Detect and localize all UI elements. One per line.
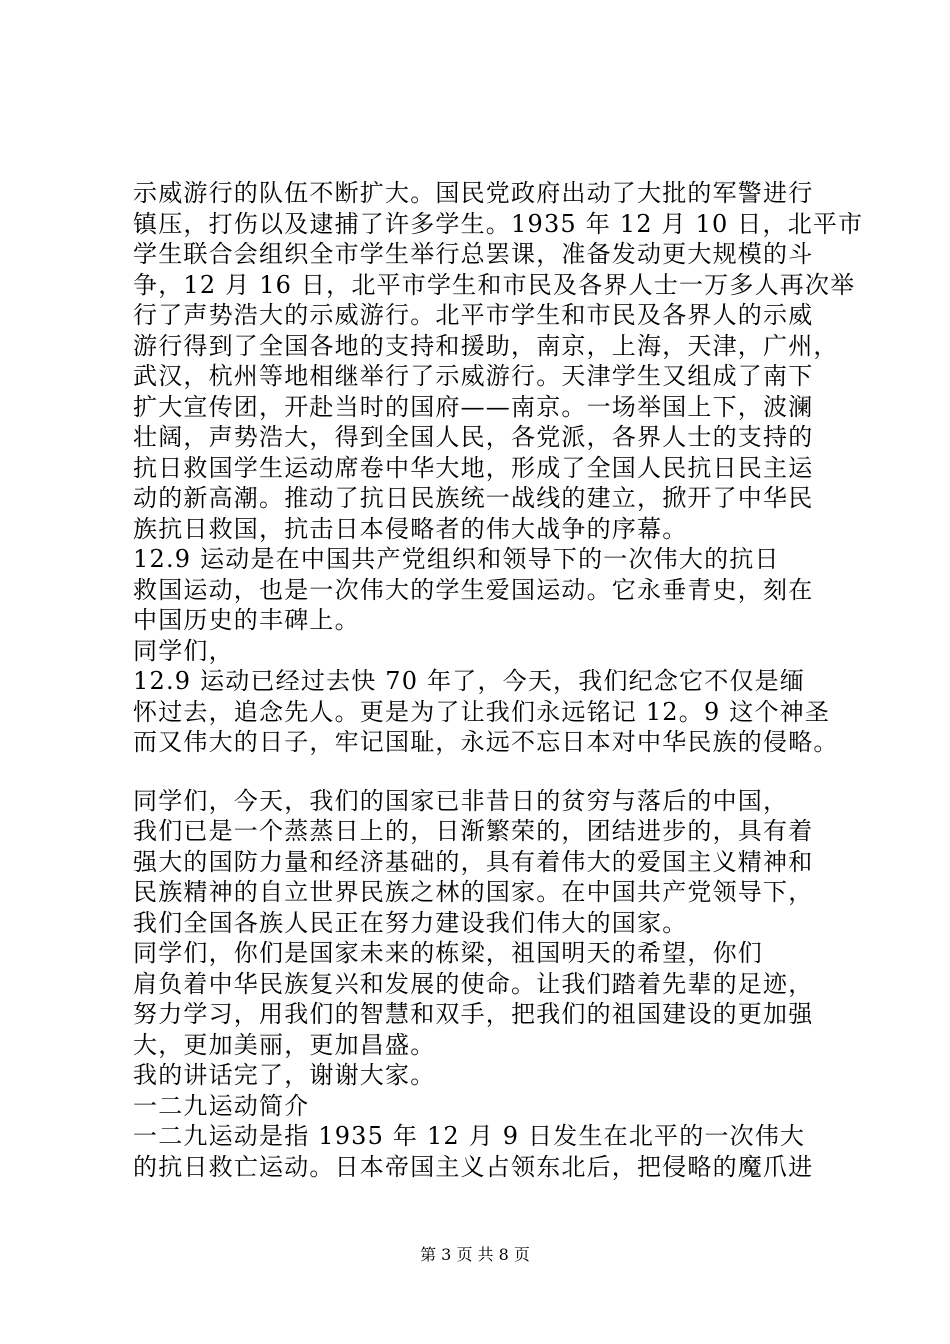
body-line: 12.9 运动是在中国共产党组织和领导下的一次伟大的抗日 [133,545,780,573]
body-line: 抗日救国学生运动席卷中华大地，形成了全国人民抗日民主运 [133,454,814,482]
body-line: 争，12 月 16 日，北平市学生和市民及各界人士一万多人再次举 [133,271,856,299]
body-line: 我们已是一个蒸蒸日上的，日渐繁荣的，团结进步的，具有着 [133,817,814,845]
section-heading: 一二九运动简介 [133,1092,310,1120]
body-line: 中国历史的丰碑上。 [133,606,360,634]
body-line: 怀过去，追念先人。更是为了让我们永远铭记 12。9 这个神圣 [133,698,831,726]
body-line: 族抗日救国，抗击日本侵略者的伟大战争的序幕。 [133,515,688,543]
body-line: 的抗日救亡运动。日本帝国主义占领东北后，把侵略的魔爪进 [133,1153,814,1181]
body-line: 我们全国各族人民正在努力建设我们伟大的国家。 [133,909,688,937]
body-line: 强大的国防力量和经济基础的，具有着伟大的爱国主义精神和 [133,848,814,876]
body-line: 扩大宣传团，开赴当时的国府——南京。一场举国上下，波澜 [133,393,814,421]
body-line: 示威游行的队伍不断扩大。国民党政府出动了大批的军警进行 [133,179,814,207]
body-line: 肩负着中华民族复兴和发展的使命。让我们踏着先辈的足迹， [133,970,814,998]
body-line: 努力学习，用我们的智慧和双手，把我们的祖国建设的更加强 [133,1000,814,1028]
body-line: 镇压，打伤以及逮捕了许多学生。1935 年 12 月 10 日，北平市 [133,210,864,238]
body-line: 而又伟大的日子，牢记国耻，永远不忘日本对中华民族的侵略。 [133,728,839,756]
body-line: 12.9 运动已经过去快 70 年了，今天，我们纪念它不仅是缅 [133,667,806,695]
body-line: 一二九运动是指 1935 年 12 月 9 日发生在北平的一次伟大 [133,1122,806,1150]
body-line: 我的讲话完了，谢谢大家。 [133,1061,436,1089]
body-line: 学生联合会组织全市学生举行总罢课，准备发动更大规模的斗 [133,240,814,268]
body-line: 同学们， [133,637,234,665]
page-footer: 第 3 页 共 8 页 [420,1245,530,1264]
body-line: 动的新高潮。推动了抗日民族统一战线的建立，掀开了中华民 [133,484,814,512]
body-line: 民族精神的自立世界民族之林的国家。在中国共产党领导下， [133,878,814,906]
body-line: 救国运动，也是一次伟大的学生爱国运动。它永垂青史，刻在 [133,576,814,604]
body-line: 大，更加美丽，更加昌盛。 [133,1031,436,1059]
body-line: 游行得到了全国各地的支持和援助，南京，上海，天津，广州， [133,332,839,360]
body-line: 同学们，你们是国家未来的栋梁，祖国明天的希望，你们 [133,939,763,967]
body-line: 行了声势浩大的示威游行。北平市学生和市民及各界人的示威 [133,301,814,329]
body-line: 武汉，杭州等地相继举行了示威游行。天津学生又组成了南下 [133,362,814,390]
body-line: 壮阔，声势浩大，得到全国人民，各党派，各界人士的支持的 [133,423,814,451]
body-line: 同学们，今天，我们的国家已非昔日的贫穷与落后的中国， [133,787,789,815]
